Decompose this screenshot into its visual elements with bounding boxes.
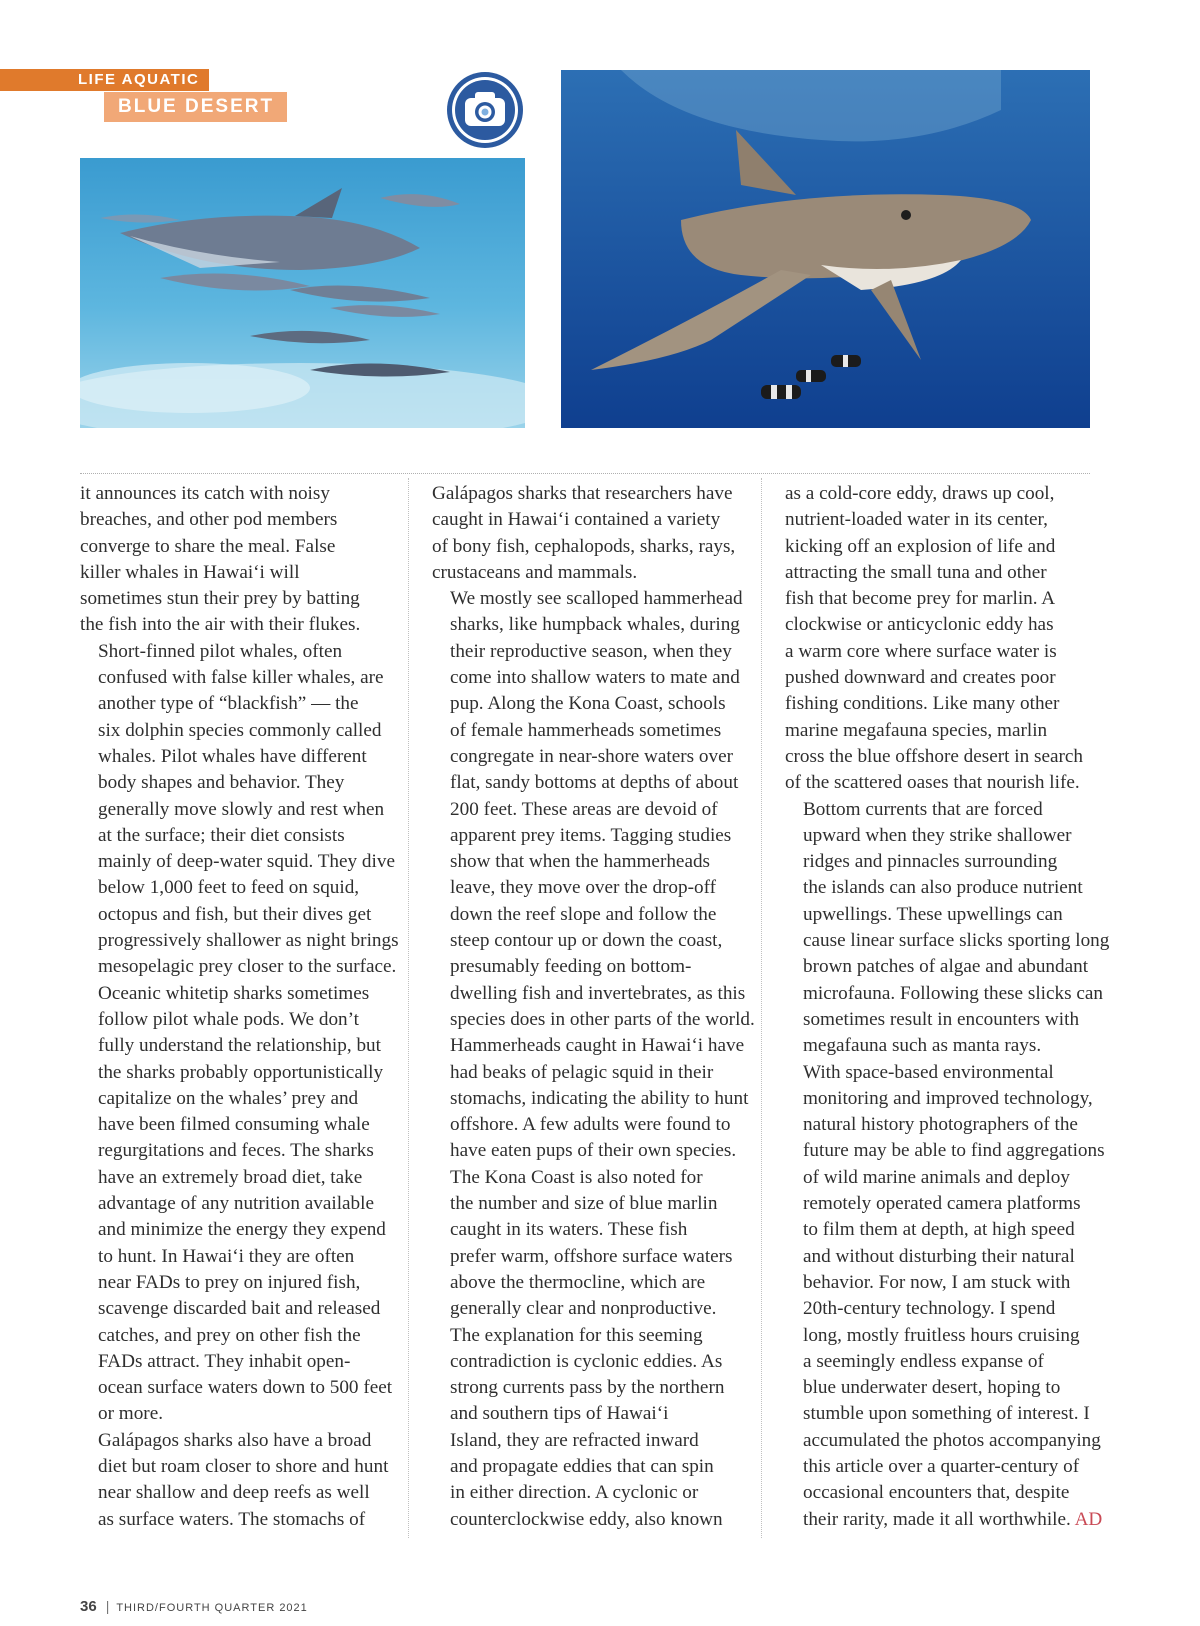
text-line: blue underwater desert, hoping to (803, 1377, 1061, 1399)
text-line: generally clear and nonproductive. (450, 1298, 717, 1320)
paragraph (432, 586, 755, 1165)
text-line: crustaceans and mammals. (432, 561, 638, 583)
paragraph (785, 797, 1110, 1060)
text-line: have an extremely broad diet, take (98, 1166, 363, 1188)
text-line: fully understand the relationship, but (98, 1035, 381, 1057)
text-line: advantage of any nutrition available (98, 1193, 374, 1215)
text-line: converge to share the meal. False (80, 535, 336, 557)
text-line: their rarity, made it all worthwhile. (803, 1508, 1071, 1530)
text-line: of wild marine animals and deploy (803, 1166, 1070, 1188)
text-line: confused with false killer whales, are (98, 667, 384, 689)
text-line: caught in Hawai‘i contained a variety (432, 509, 721, 531)
text-line: stomachs, indicating the ability to hunt (450, 1087, 749, 1109)
paragraph (80, 1428, 395, 1533)
text-line: sometimes result in encounters with (803, 1008, 1080, 1030)
text-line: their reproductive season, when they (450, 640, 732, 662)
text-line: The explanation for this seeming (450, 1324, 703, 1346)
dolphins-photo (80, 158, 525, 428)
text-line: near shallow and deep reefs as well (98, 1482, 370, 1504)
text-line: caught in its waters. These fish (450, 1219, 688, 1241)
text-line: octopus and fish, but their dives get (98, 903, 372, 925)
text-line: marine megafauna species, marlin (785, 719, 1048, 741)
text-line: FADs attract. They inhabit open- (98, 1350, 351, 1372)
text-line: brown patches of algae and abundant (803, 956, 1089, 978)
text-line: monitoring and improved technology, (803, 1087, 1093, 1109)
text-line: another type of “blackfish” — the (98, 693, 359, 715)
text-line: flat, sandy bottoms at depths of about (450, 772, 739, 794)
text-line: Oceanic whitetip sharks sometimes (98, 982, 370, 1004)
paragraph (80, 481, 395, 639)
text-line: Short-finned pilot whales, often (98, 640, 343, 662)
author-signature: AD (1074, 1508, 1103, 1530)
text-line: and without disturbing their natural (803, 1245, 1075, 1267)
paragraph (80, 981, 395, 1428)
section-divider (80, 473, 1090, 474)
text-line: With space-based environmental (803, 1061, 1054, 1083)
text-line: had beaks of pelagic squid in their (450, 1061, 714, 1083)
paragraph (432, 481, 747, 586)
text-line: contradiction is cyclonic eddies. As (450, 1350, 723, 1372)
text-line: mainly of deep-water squid. They dive (98, 851, 395, 873)
text-line: and minimize the energy they expend (98, 1219, 386, 1241)
text-line: cause linear surface slicks sporting long (803, 930, 1110, 952)
text-line: behavior. For now, I am stuck with (803, 1271, 1071, 1293)
text-line: whales. Pilot whales have different (98, 745, 367, 767)
footer-separator: | (105, 1598, 110, 1614)
text-line: sharks, like humpback whales, during (450, 614, 740, 636)
paragraph (785, 1060, 1105, 1533)
text-line: to film them at depth, at high speed (803, 1219, 1075, 1241)
section-kicker: LIFE AQUATIC (0, 69, 209, 91)
page-number: 36 (80, 1598, 97, 1615)
text-line: come into shallow waters to mate and (450, 667, 740, 689)
text-line: Bottom currents that are forced (803, 798, 1043, 820)
page-footer (80, 1598, 308, 1616)
text-line: progressively shallower as night brings (98, 930, 399, 952)
text-line: regurgitations and feces. The sharks (98, 1140, 374, 1162)
text-line: species does in other parts of the world. (450, 1008, 755, 1030)
text-line: a seemingly endless expanse of (803, 1350, 1044, 1372)
text-line: fish that become prey for marlin. A (785, 588, 1056, 610)
text-line: Galápagos sharks that researchers have (432, 483, 733, 504)
text-line: near FADs to prey on injured fish, (98, 1271, 361, 1293)
text-line: fishing conditions. Like many other (785, 693, 1060, 715)
text-line: steep contour up or down the coast, (450, 930, 723, 952)
text-line: have eaten pups of their own species. (450, 1140, 737, 1162)
paragraph (785, 481, 1100, 797)
text-line: and southern tips of Hawai‘i (450, 1403, 669, 1425)
text-line: as surface waters. The stomachs of (98, 1508, 366, 1530)
last-text-line (785, 1507, 1103, 1533)
text-line: Hammerheads caught in Hawai‘i have (450, 1035, 745, 1057)
text-line: of female hammerheads sometimes (450, 719, 722, 741)
text-line: congregate in near-shore waters over (450, 745, 734, 767)
text-line: or more. (98, 1403, 164, 1425)
text-line: 20th-century technology. I spend (803, 1298, 1056, 1320)
text-line: accumulated the photos accompanying (803, 1429, 1101, 1451)
text-line: follow pilot whale pods. We don’t (98, 1008, 360, 1030)
text-line: body shapes and behavior. They (98, 772, 345, 794)
paragraph (432, 1165, 747, 1533)
column-divider (408, 478, 409, 1538)
text-line: diet but roam closer to shore and hunt (98, 1455, 389, 1477)
text-line: cross the blue offshore desert in search (785, 745, 1084, 767)
text-line: microfauna. Following these slicks can (803, 982, 1104, 1004)
text-line: leave, they move over the drop-off (450, 877, 717, 899)
text-line: Island, they are refracted inward (450, 1429, 699, 1451)
text-line: pushed downward and creates poor (785, 667, 1056, 689)
text-line: upwellings. These upwellings can (803, 903, 1063, 925)
text-line: We mostly see scalloped hammerhead (450, 588, 743, 610)
column-divider (761, 478, 762, 1538)
text-line: six dolphin species commonly called (98, 719, 382, 741)
text-line: down the reef slope and follow the (450, 903, 717, 925)
section-title: BLUE DESERT (104, 92, 287, 122)
text-line: ocean surface waters down to 500 feet (98, 1377, 393, 1399)
text-line: and propagate eddies that can spin (450, 1455, 714, 1477)
issue-label: THIRD/FOURTH QUARTER 2021 (116, 1602, 308, 1614)
text-line: show that when the hammerheads (450, 851, 711, 873)
text-line: to hunt. In Hawai‘i they are often (98, 1245, 355, 1267)
camera-icon (445, 70, 525, 150)
text-line: sometimes stun their prey by batting (80, 588, 360, 610)
text-line: clockwise or anticyclonic eddy has (785, 614, 1054, 636)
text-line: catches, and prey on other fish the (98, 1324, 361, 1346)
shark-photo (561, 70, 1090, 428)
text-line: of the scattered oases that nourish life. (785, 772, 1080, 794)
text-line: generally move slowly and rest when (98, 798, 385, 820)
text-line: below 1,000 feet to feed on squid, (98, 877, 360, 899)
text-line: kicking off an explosion of life and (785, 535, 1056, 557)
text-line: nutrient-loaded water in its center, (785, 509, 1048, 531)
text-line: stumble upon something of interest. I (803, 1403, 1090, 1425)
text-line: the fish into the air with their flukes. (80, 614, 361, 636)
text-line: a warm core where surface water is (785, 640, 1057, 662)
article-column-3 (785, 481, 1110, 1533)
text-line: it announces its catch with noisy (80, 483, 330, 504)
text-line: future may be able to find aggregations (803, 1140, 1105, 1162)
text-line: The Kona Coast is also noted for (450, 1166, 703, 1188)
text-line: apparent prey items. Tagging studies (450, 824, 732, 846)
text-line: occasional encounters that, despite (803, 1482, 1070, 1504)
text-line: this article over a quarter-century of (803, 1455, 1080, 1477)
text-line: above the thermocline, which are (450, 1271, 706, 1293)
article-column-2 (432, 481, 755, 1533)
text-line: have been filmed consuming whale (98, 1114, 370, 1136)
text-line: ridges and pinnacles surrounding (803, 851, 1058, 873)
paragraph (80, 639, 399, 981)
text-line: Galápagos sharks also have a broad (98, 1429, 372, 1451)
text-line: of bony fish, cephalopods, sharks, rays, (432, 535, 736, 557)
text-line: mesopelagic prey closer to the surface. (98, 956, 397, 978)
text-line: natural history photographers of the (803, 1114, 1078, 1136)
text-line: megafauna such as manta rays. (803, 1035, 1042, 1057)
text-line: the sharks probably opportunistically (98, 1061, 384, 1083)
text-line: killer whales in Hawai‘i will (80, 561, 300, 583)
text-line: long, mostly fruitless hours cruising (803, 1324, 1080, 1346)
text-line: the number and size of blue marlin (450, 1193, 718, 1215)
text-line: 200 feet. These areas are devoid of (450, 798, 718, 820)
article-column-1 (80, 481, 399, 1533)
text-line: at the surface; their diet consists (98, 824, 345, 846)
text-line: capitalize on the whales’ prey and (98, 1087, 359, 1109)
text-line: attracting the small tuna and other (785, 561, 1047, 583)
text-line: strong currents pass by the northern (450, 1377, 725, 1399)
text-line: pup. Along the Kona Coast, schools (450, 693, 726, 715)
text-line: in either direction. A cyclonic or (450, 1482, 699, 1504)
text-line: scavenge discarded bait and released (98, 1298, 381, 1320)
text-line: offshore. A few adults were found to (450, 1114, 731, 1136)
text-line: counterclockwise eddy, also known (450, 1508, 723, 1530)
text-line: remotely operated camera platforms (803, 1193, 1081, 1215)
text-line: presumably feeding on bottom- (450, 956, 692, 978)
text-line: dwelling fish and invertebrates, as this (450, 982, 746, 1004)
text-line: prefer warm, offshore surface waters (450, 1245, 733, 1267)
text-line: the islands can also produce nutrient (803, 877, 1083, 899)
text-line: breaches, and other pod members (80, 509, 338, 531)
text-line: as a cold-core eddy, draws up cool, (785, 483, 1055, 504)
text-line: upward when they strike shallower (803, 824, 1072, 846)
